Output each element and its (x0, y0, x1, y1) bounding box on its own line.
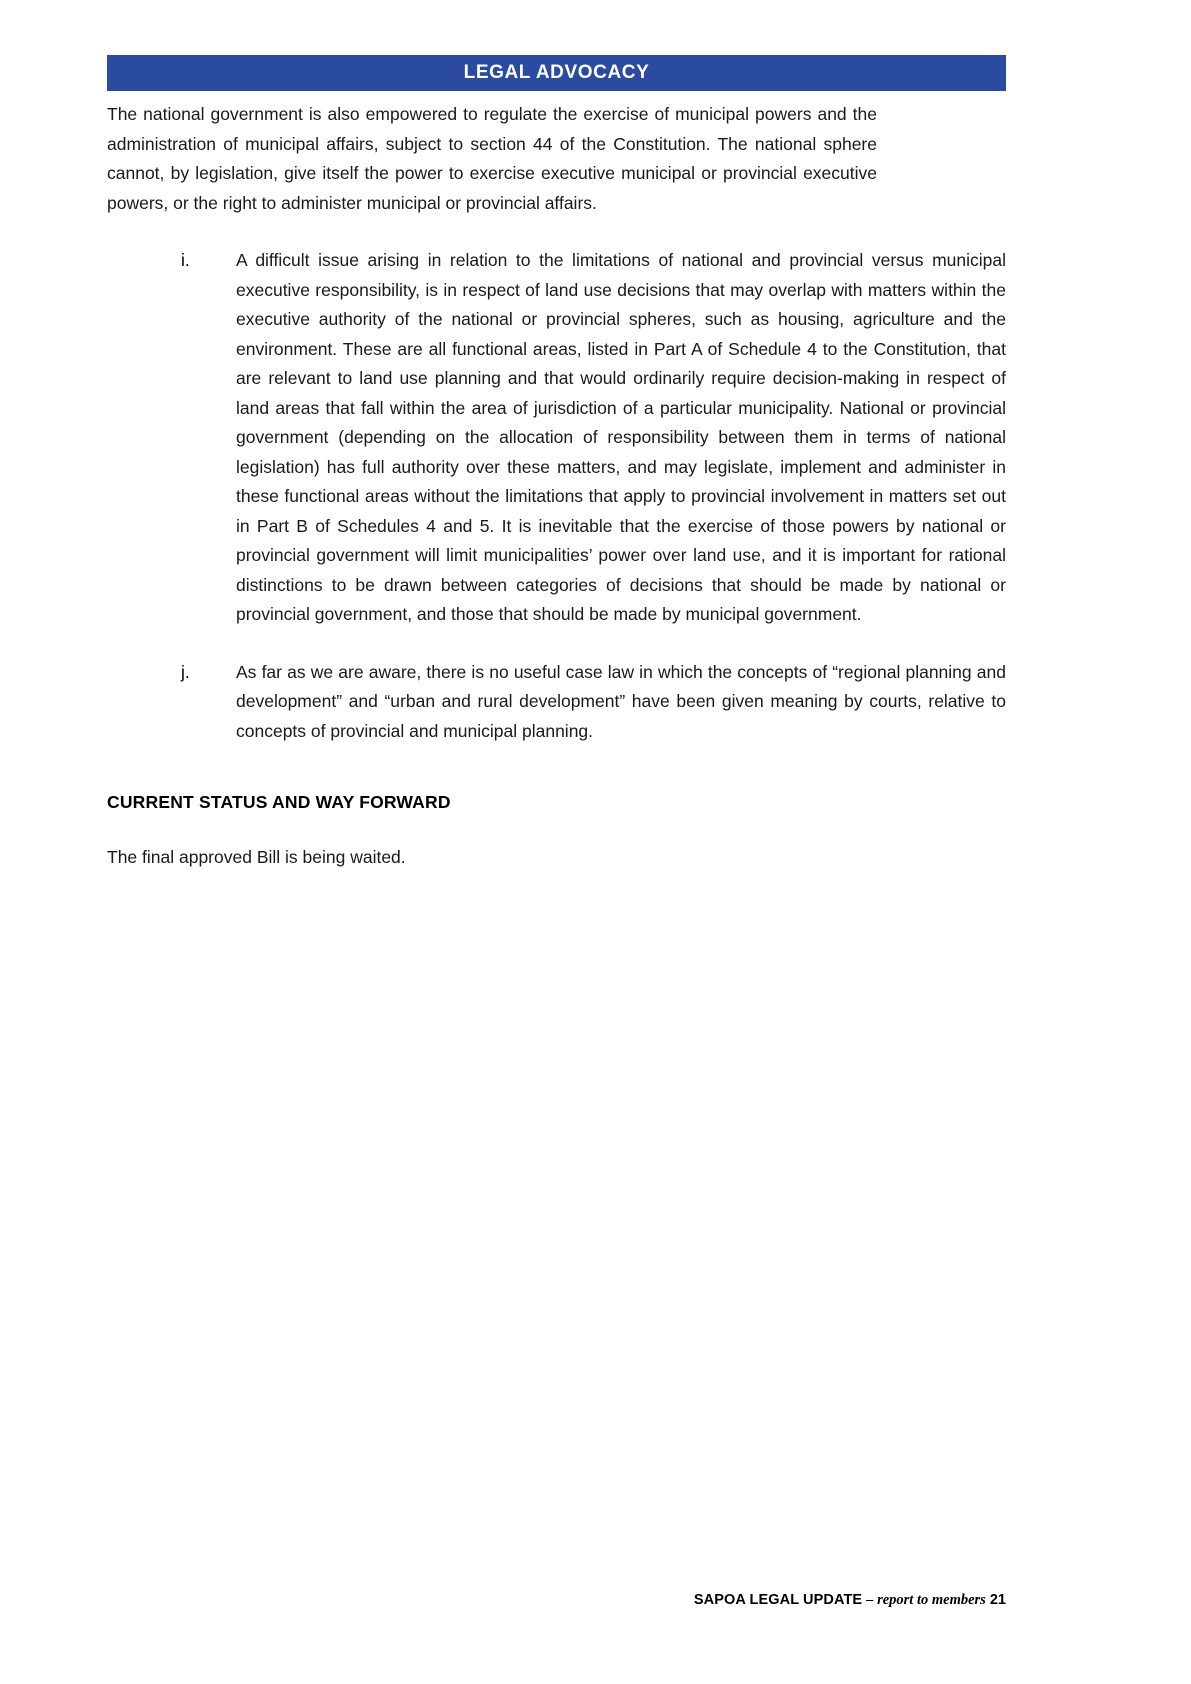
intro-paragraph: The national government is also empowered to regulate the exercise of municipal powers and the administration of municipal affairs, subject to section 44 of the Constitution. The national sphere cannot, by legislation, give itself the power to exercise executive municipal or provincial executive powers, or the right to administer municipal or provincial affairs. (107, 104, 877, 213)
list-item-marker: j. (181, 661, 190, 682)
page-footer (0, 1592, 1006, 1609)
section-heading: CURRENT STATUS AND WAY FORWARD (107, 792, 451, 812)
footer-subtitle: – report to members (866, 1592, 986, 1608)
footer-page-number: 21 (989, 1592, 1006, 1608)
list-item-marker: i. (181, 250, 190, 270)
page-header-banner (107, 55, 1006, 91)
page-header-title: LEGAL ADVOCACY (463, 62, 650, 83)
footer-publication: SAPOA LEGAL UPDATE (693, 1592, 863, 1608)
list-item-text: As far as we are aware, there is no useful case law in which the concepts of “regional planning and development” and “urban and rural development” have been given meaning by courts, relative to concepts of provincial and municipal planning. (236, 661, 1006, 741)
list-item (107, 246, 1006, 630)
list-item-text: A difficult issue arising in relation to the limitations of national and provincial versus municipal executive responsibility, is in respect of land use decisions that may overlap with matters within the executive authority of the national or provincial spheres, such as housing, agriculture and the environment. These are all functional areas, listed in Part A of Schedule 4 to the Constitution, that are relevant to land use planning and that would ordinarily require decision-making in respect of land areas that fall within the area of jurisdiction of a particular municipality. National or provincial government (depending on the allocation of responsibility between them in terms of national legislation) has full authority over these matters, and may legislate, implement and administer in these functional areas without the limitations that apply to provincial involvement in matters set out in Part B of Schedules 4 and 5. It is inevitable that the exercise of those powers by national or provincial government will limit municipalities’ power over land use, and it is important for rational distinctions to be drawn between categories of decisions that should be made by national or provincial government, and those that should be made by municipal government. (236, 250, 1006, 624)
list-item (107, 658, 1006, 747)
document-content (107, 100, 1006, 873)
closing-paragraph: The final approved Bill is being waited. (107, 847, 406, 867)
